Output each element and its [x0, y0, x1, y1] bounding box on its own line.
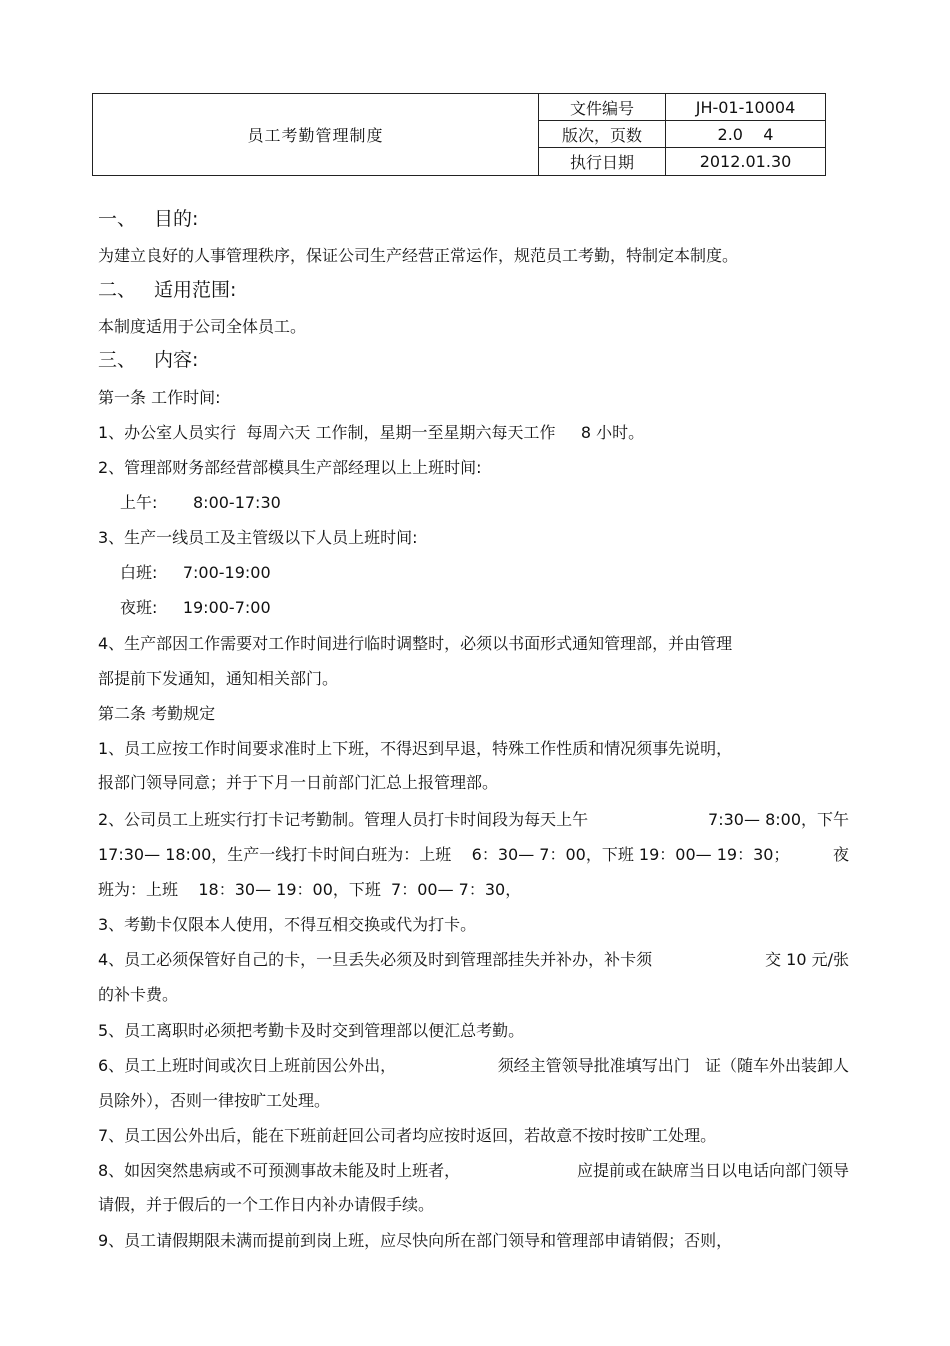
- version-value: 2.0 4: [666, 121, 826, 148]
- article-1-item-4-line-1: 4、生产部因工作需要对工作时间进行临时调整时，必须以书面形式通知管理部，并由管理: [98, 634, 733, 653]
- article-2-item-2-line-1: 2、公司员工上班实行打卡记考勤制。管理人员打卡时间段为每天上午 7:30— 8:00，下午: [98, 810, 849, 829]
- file-number-value: JH-01-10004: [666, 94, 826, 121]
- article-2-item-1-line-2: 报部门领导同意；并于下月一日前部门汇总上报管理部。: [98, 773, 499, 792]
- article-2-item-2-line-3: 班为：上班 18：30— 19：00，下班 7：00— 7：30，: [98, 880, 522, 899]
- article-2-heading: 第二条 考勤规定: [98, 704, 216, 723]
- article-1-item-3: 3、生产一线员工及主管级以下人员上班时间:: [98, 528, 418, 547]
- article-2-item-4-line-1: 4、员工必须保管好自己的卡，一旦丢失必须及时到管理部挂失并补办，补卡须 交 10 元/张: [98, 950, 849, 969]
- article-2-item-2-line-2: 17:30— 18:00，生产一线打卡时间白班为：上班 6：30— 7：00，下班 19：00— 19：30； 夜: [98, 845, 849, 864]
- article-1-heading: 第一条 工作时间:: [98, 388, 221, 407]
- section-scope-text: 本制度适用于公司全体员工。: [98, 317, 307, 336]
- article-1-night-shift: 夜班: 19:00-7:00: [120, 598, 271, 617]
- article-2-item-7: 7、员工因公外出后，能在下班前赶回公司者均应按时返回，若故意不按时按旷工处理。: [98, 1126, 717, 1145]
- article-2-item-6-line-1: 6、员工上班时间或次日上班前因公外出， 须经主管领导批准填写出门 证（随车外出装卸人: [98, 1056, 849, 1075]
- effective-date-label: 执行日期: [539, 148, 666, 176]
- article-1-item-4-line-2: 部提前下发通知，通知相关部门。: [98, 669, 339, 688]
- article-2-item-3: 3、考勤卡仅限本人使用，不得互相交换或代为打卡。: [98, 915, 477, 934]
- section-purpose-text: 为建立良好的人事管理秩序，保证公司生产经营正常运作，规范员工考勤，特制定本制度。: [98, 246, 739, 265]
- version-label: 版次，页数: [539, 121, 666, 148]
- effective-date-value: 2012.01.30: [666, 148, 826, 176]
- article-1-item-1: 1、办公室人员实行 每周六天 工作制，星期一至星期六每天工作 8 小时。: [98, 423, 645, 442]
- section-scope-heading: 二、 适用范围:: [98, 279, 237, 301]
- section-purpose-heading: 一、 目的:: [98, 208, 199, 230]
- article-2-item-8-line-2: 请假，并于假后的一个工作日内补办请假手续。: [98, 1195, 435, 1214]
- article-2-item-9: 9、员工请假期限未满而提前到岗上班，应尽快向所在部门领导和管理部申请销假；否则，: [98, 1231, 733, 1250]
- file-number-label: 文件编号: [539, 94, 666, 121]
- article-2-item-1-line-1: 1、员工应按工作时间要求准时上下班，不得迟到早退，特殊工作性质和情况须事先说明，: [98, 739, 733, 758]
- article-2-item-5: 5、员工离职时必须把考勤卡及时交到管理部以便汇总考勤。: [98, 1021, 525, 1040]
- article-1-item-2: 2、管理部财务部经营部模具生产部经理以上上班时间:: [98, 458, 482, 477]
- article-2-item-4-line-2: 的补卡费。: [98, 985, 179, 1004]
- document-title: 员工考勤管理制度: [93, 94, 539, 176]
- article-1-day-shift: 白班: 7:00-19:00: [120, 563, 271, 582]
- document-header-table: [92, 93, 826, 176]
- section-content-heading: 三、 内容:: [98, 349, 199, 371]
- article-1-item-2-time: 上午: 8:00-17:30: [120, 493, 281, 512]
- article-2-item-8-line-1: 8、如因突然患病或不可预测事故未能及时上班者， 应提前或在缺席当日以电话向部门领导: [98, 1161, 849, 1180]
- article-2-item-6-line-2: 员除外），否则一律按旷工处理。: [98, 1091, 331, 1110]
